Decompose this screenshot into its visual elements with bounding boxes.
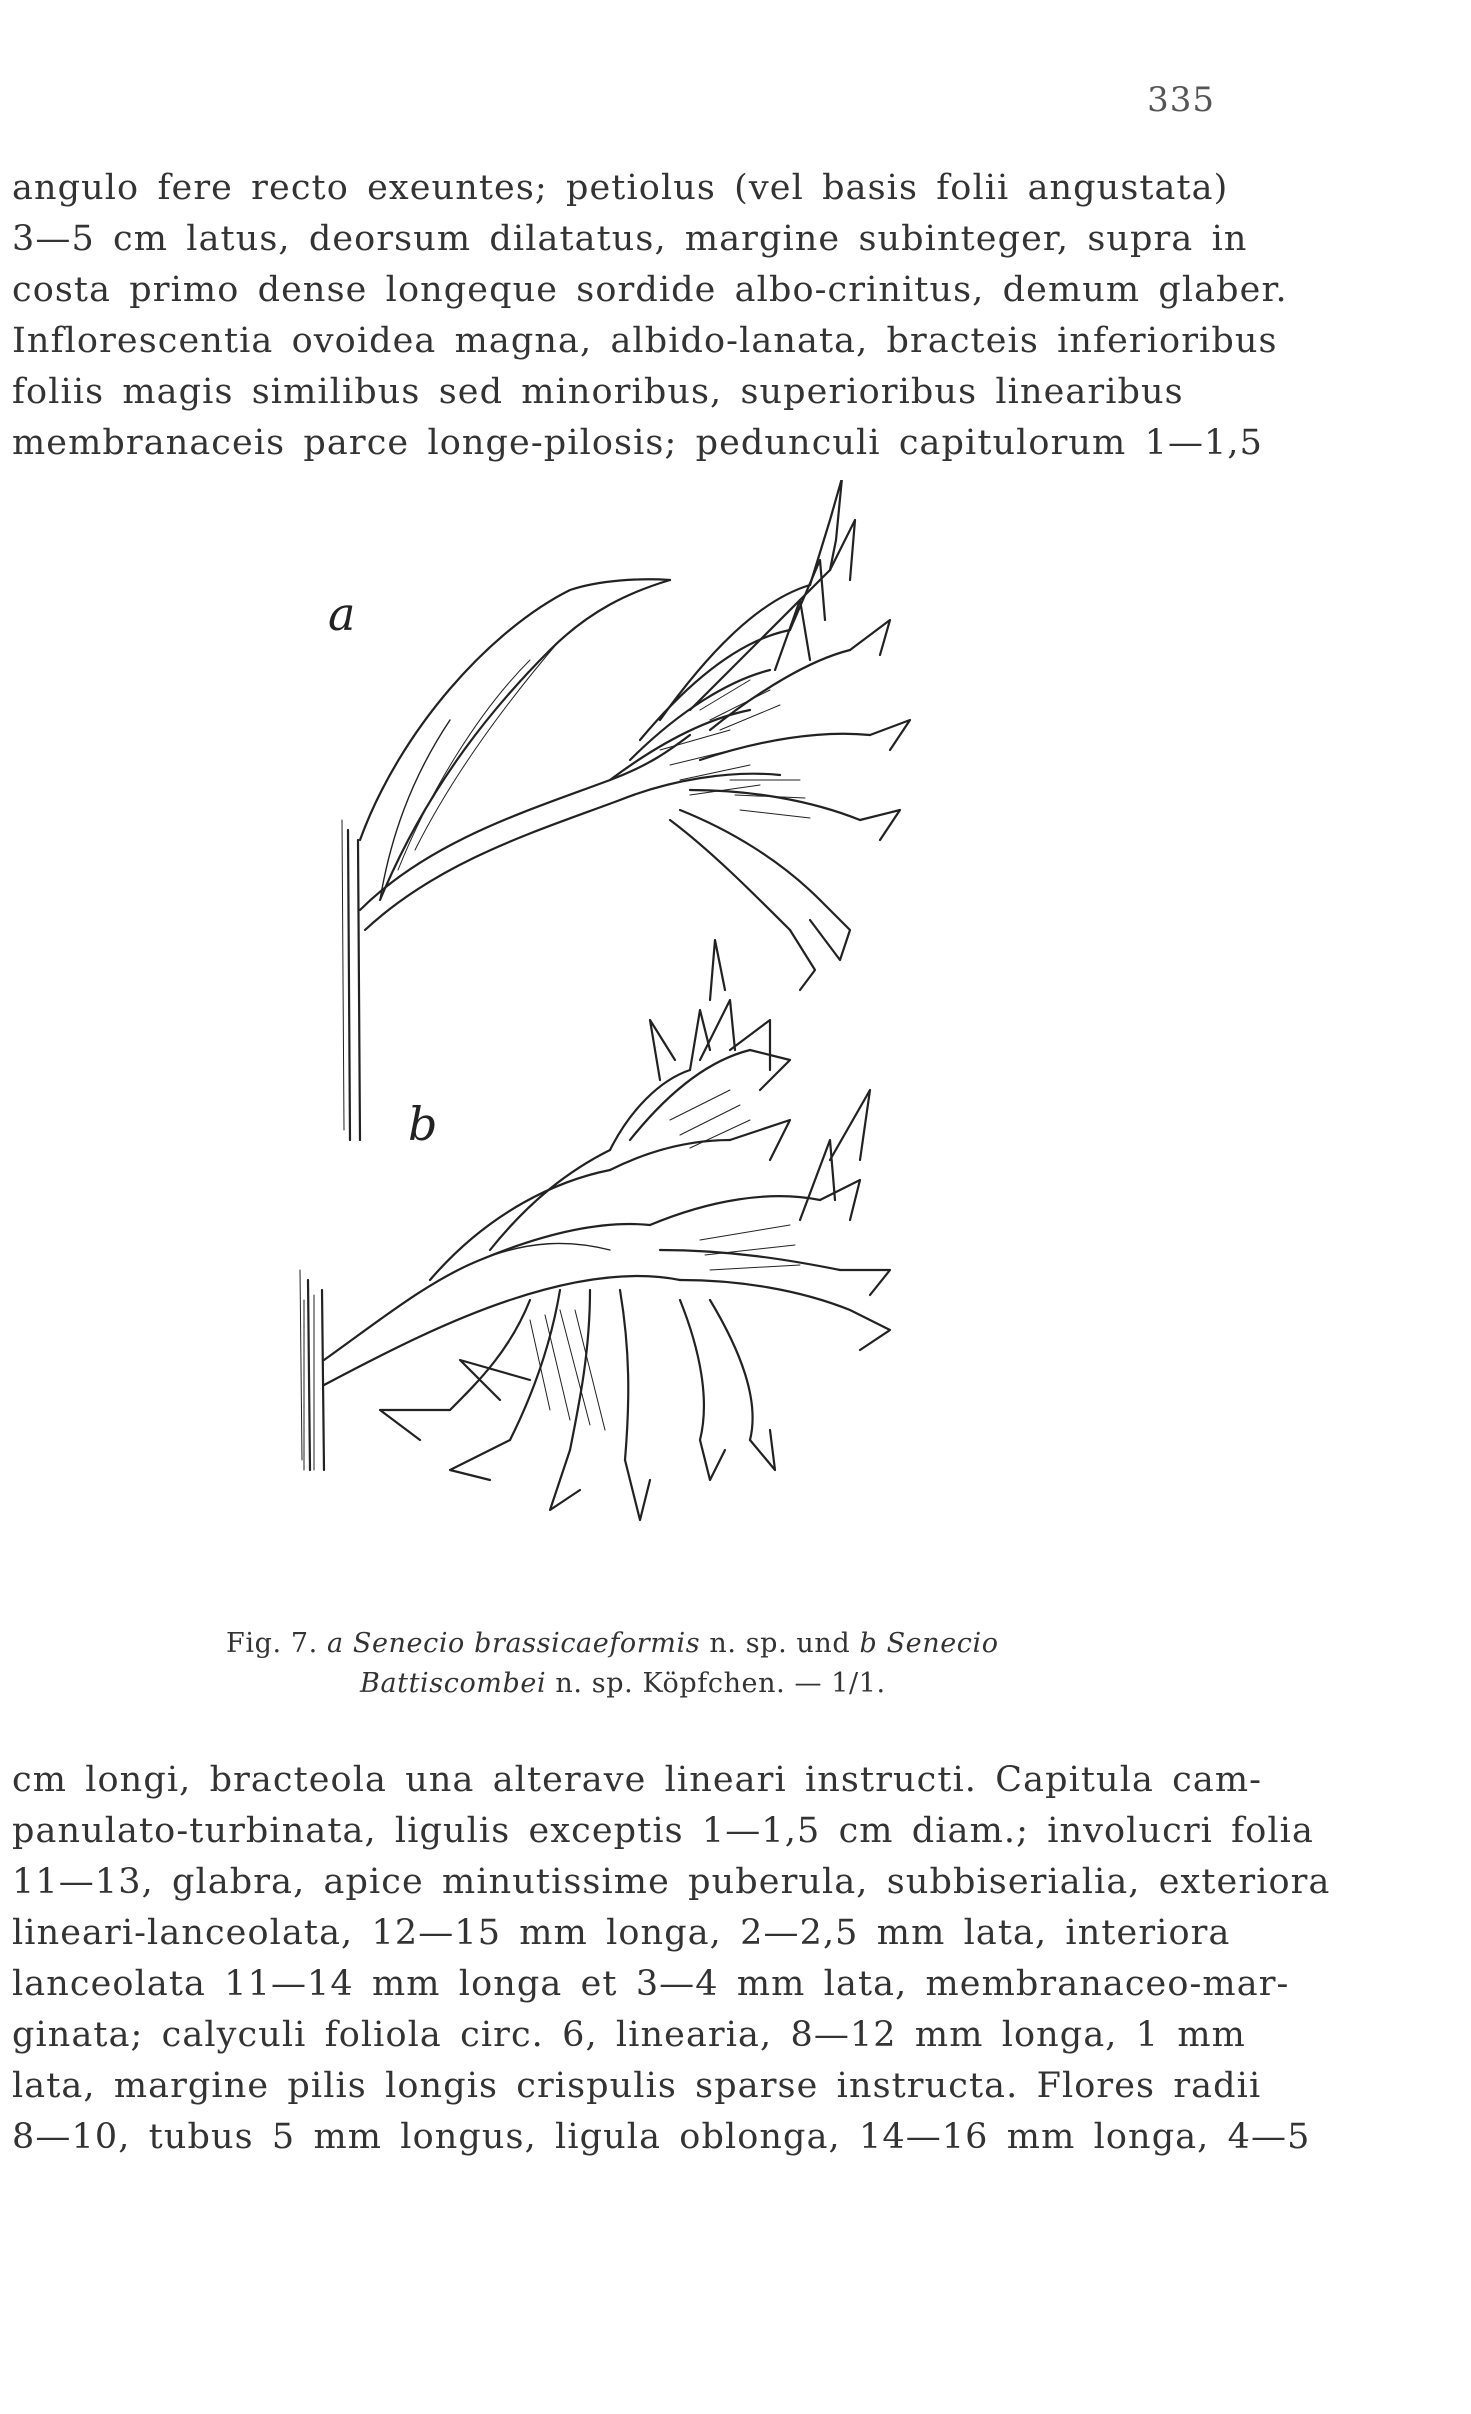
figure-label-b: b	[408, 1097, 438, 1151]
caption-species-a: Senecio brassicaeformis	[352, 1628, 701, 1659]
text-line: 11—13, glabra, apice minutissime puberula, subbiserialia, exteriora	[12, 1862, 1331, 1902]
figure-caption-line-2	[360, 1664, 1360, 1704]
text-line: ginata; calyculi foliola circ. 6, linearia, 8—12 mm longa, 1 mm	[12, 2015, 1246, 2055]
botanical-figure	[230, 480, 1020, 1590]
body-text-top	[12, 163, 1288, 469]
text-line: lata, margine pilis longis crispulis sparse instructa. Flores radii	[12, 2066, 1262, 2106]
caption-letter-b: b	[859, 1628, 878, 1659]
specimen-b-drawing	[300, 940, 890, 1520]
text-line: 8—10, tubus 5 mm longus, ligula oblonga, 14—16 mm longa, 4—5	[12, 2117, 1311, 2157]
text-line: Inflorescentia ovoidea magna, albido-lanata, bracteis inferioribus	[12, 321, 1278, 361]
caption-scale: 1/1.	[831, 1668, 886, 1699]
figure-caption	[226, 1624, 1226, 1664]
text-line: angulo fere recto exeuntes; petiolus (vel basis folii angustata)	[12, 168, 1229, 208]
botanical-illustration	[230, 480, 1020, 1590]
text-line: lineari-lanceolata, 12—15 mm longa, 2—2,5 mm lata, interiora	[12, 1913, 1231, 1953]
text-line: lanceolata 11—14 mm longa et 3—4 mm lata, membranaceo-mar-	[12, 1964, 1290, 2004]
body-text-bottom	[12, 1755, 1331, 2163]
text-line: panulato-turbinata, ligulis exceptis 1—1,5 cm diam.; involucri folia	[12, 1811, 1314, 1851]
text-line: costa primo dense longeque sordide albo-crinitus, demum glaber.	[12, 270, 1288, 310]
page-number: 335	[1147, 80, 1215, 120]
figure-label-a: a	[328, 587, 356, 641]
specimen-a-drawing	[342, 480, 910, 1140]
caption-letter-a: a	[326, 1628, 344, 1659]
text-line: cm longi, bracteola una alterave lineari instructi. Capitula cam-	[12, 1760, 1263, 1800]
caption-nsp-1: n. sp. und	[709, 1628, 851, 1659]
caption-nsp-2: n. sp. Köpfchen. —	[555, 1668, 823, 1699]
text-line: 3—5 cm latus, deorsum dilatatus, margine subinteger, supra in	[12, 219, 1248, 259]
text-line: membranaceis parce longe-pilosis; pedunculi capitulorum 1—1,5	[12, 423, 1264, 463]
caption-species-b-epithet: Battiscombei	[360, 1668, 547, 1699]
text-line: foliis magis similibus sed minoribus, superioribus linearibus	[12, 372, 1184, 412]
caption-fig-number: Fig. 7.	[226, 1628, 318, 1659]
caption-species-b-genus: Senecio	[886, 1628, 999, 1659]
